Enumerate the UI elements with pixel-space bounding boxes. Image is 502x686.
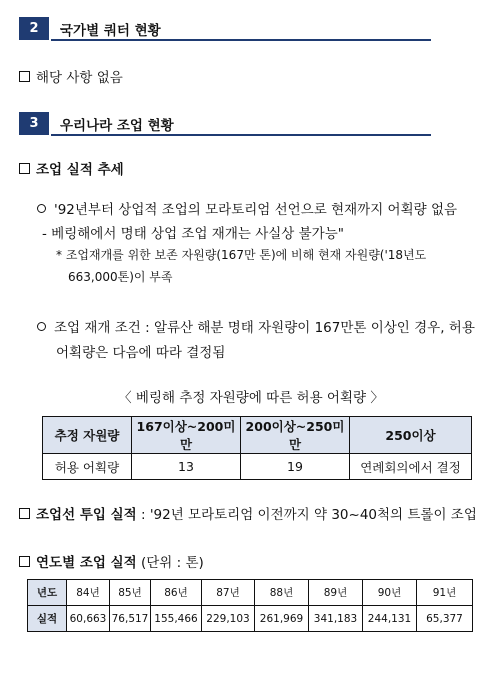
table-header-cell: 250이상 [350, 417, 472, 454]
yearly-table [27, 579, 473, 632]
year-cell: 90년 [363, 580, 417, 606]
table-header-row [43, 417, 472, 454]
circle-bullet-icon [37, 204, 46, 213]
section-3-underline [51, 134, 431, 136]
table-row-values [28, 606, 473, 632]
vessel-label: 조업선 투입 실적 [36, 507, 137, 523]
table-cell: 19 [241, 454, 350, 480]
circle-bullet-icon [37, 322, 46, 331]
value-cell: 65,377 [417, 606, 473, 632]
bullet-1 [37, 198, 457, 218]
table-row [43, 454, 472, 480]
bullet-2-line-2: 어획량은 다음에 따라 결정됨 [56, 345, 226, 361]
year-cell: 85년 [110, 580, 151, 606]
yearly-unit: (단위 : 톤) [140, 555, 204, 571]
value-cell: 244,131 [363, 606, 417, 632]
value-cell: 60,663 [67, 606, 110, 632]
checkbox-square-icon [19, 163, 30, 174]
value-cell: 155,466 [151, 606, 202, 632]
section-2-item [19, 66, 123, 86]
year-cell: 84년 [67, 580, 110, 606]
section-2-item-text: 해당 사항 없음 [36, 70, 123, 86]
dash-icon: - [42, 226, 52, 242]
table-header-cell: 200이상~250미만 [241, 417, 350, 454]
dash-1 [42, 222, 344, 242]
trend-heading [19, 158, 124, 178]
table-header-cell: 추정 자원량 [43, 417, 132, 454]
table-row-years [28, 580, 473, 606]
bullet-2-text: 조업 재개 조건 : 알류산 해분 명태 자원량이 167만톤 이상인 경우, 허용 [54, 320, 475, 336]
section-2-underline [51, 39, 431, 41]
checkbox-square-icon [19, 71, 30, 82]
section-2-title: 국가별 쿼터 현황 [60, 23, 161, 39]
trend-heading-text: 조업 실적 추세 [36, 162, 124, 178]
section-3-title: 우리나라 조업 현황 [60, 118, 174, 134]
year-cell: 89년 [309, 580, 363, 606]
table-cell: 연례회의에서 결정 [350, 454, 472, 480]
bullet-2-line-1 [37, 316, 475, 336]
value-cell: 341,183 [309, 606, 363, 632]
checkbox-square-icon [19, 556, 30, 567]
table-1-caption: 〈 베링해 추정 자원량에 따른 허용 어획량 〉 [118, 390, 384, 406]
table-header-cell: 167이상~200미만 [132, 417, 241, 454]
section-3-number: 3 [19, 112, 49, 135]
table-cell: 13 [132, 454, 241, 480]
value-cell: 261,969 [255, 606, 309, 632]
row-label-value: 실적 [28, 606, 67, 632]
year-cell: 91년 [417, 580, 473, 606]
row-label-year: 년도 [28, 580, 67, 606]
year-cell: 86년 [151, 580, 202, 606]
yearly-label: 연도별 조업 실적 [36, 555, 137, 571]
yearly-heading [19, 551, 204, 571]
vessel-line [19, 503, 477, 523]
note-1-line-2: 663,000톤)이 부족 [68, 270, 173, 284]
section-2-number: 2 [19, 17, 49, 40]
year-cell: 87년 [202, 580, 255, 606]
quota-table [42, 416, 472, 480]
value-cell: 76,517 [110, 606, 151, 632]
note-1-line-1: * 조업재개를 위한 보존 자원량(167만 톤)에 비해 현재 자원량('18년도 [56, 248, 427, 262]
table-cell: 허용 어획량 [43, 454, 132, 480]
year-cell: 88년 [255, 580, 309, 606]
value-cell: 229,103 [202, 606, 255, 632]
vessel-text: : '92년 모라토리엄 이전까지 약 30~40척의 트롤이 조업 [140, 507, 477, 523]
bullet-1-text: '92년부터 상업적 조업의 모라토리엄 선언으로 현재까지 어획량 없음 [54, 202, 458, 218]
dash-1-text: 베링해에서 명태 상업 조업 재개는 사실상 불가능" [51, 226, 344, 242]
checkbox-square-icon [19, 508, 30, 519]
